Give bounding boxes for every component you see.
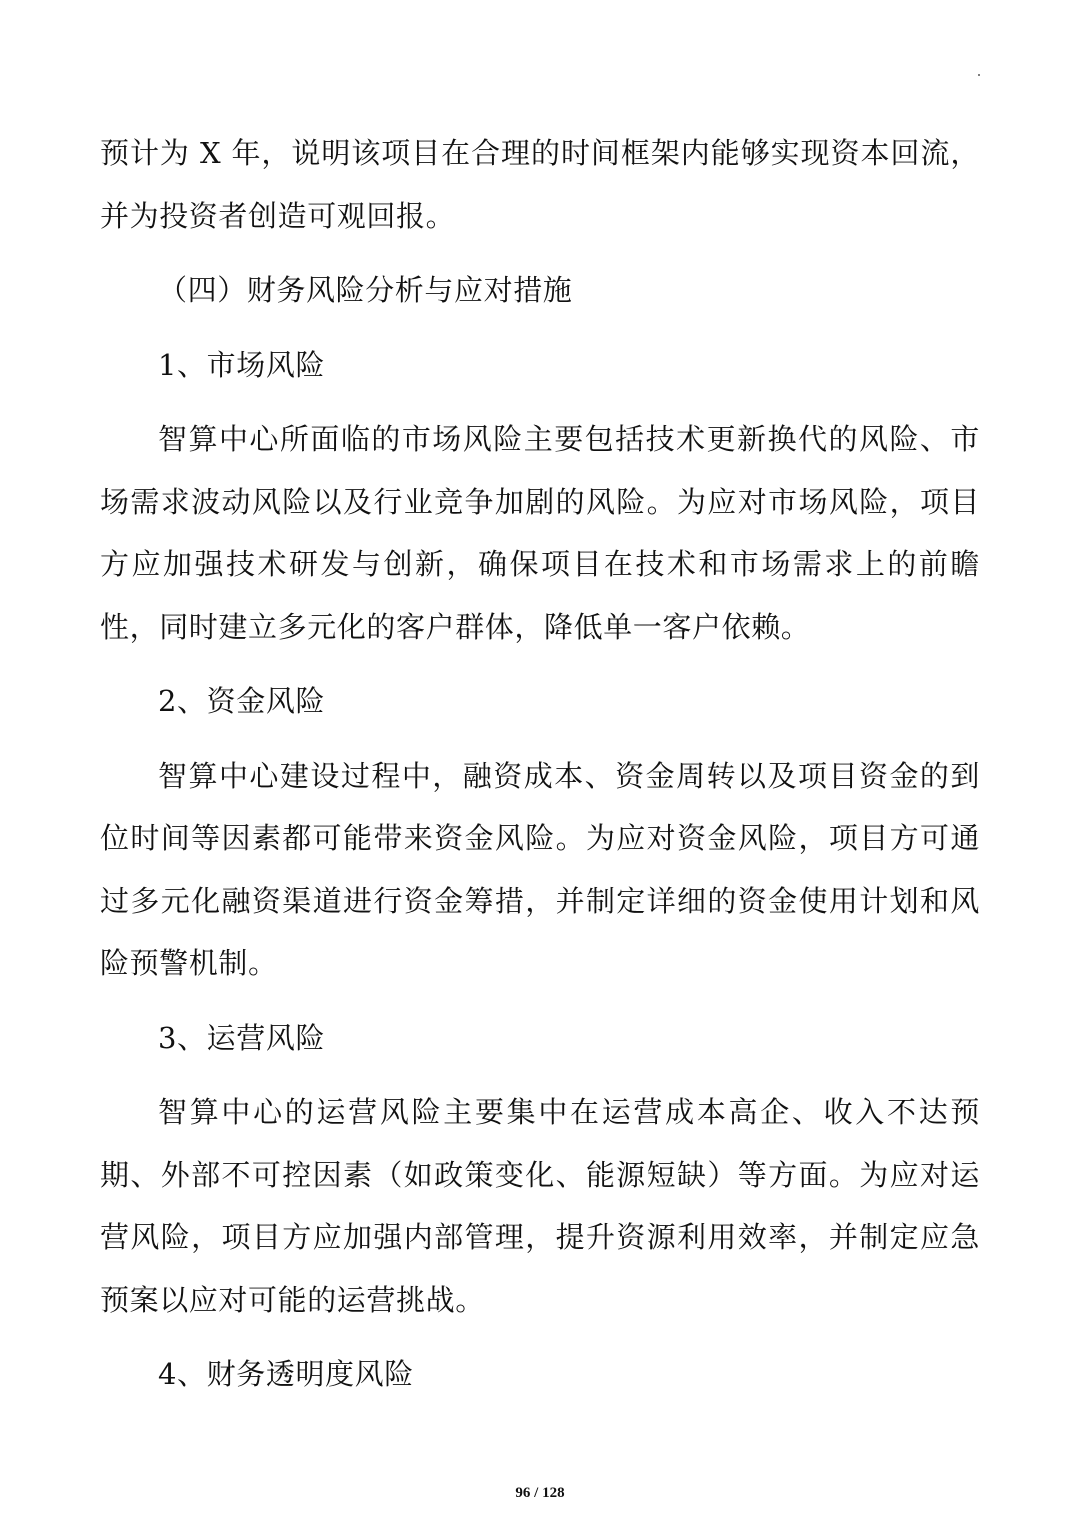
subsection-heading-transparency-risk: 4、财务透明度风险: [158, 1357, 414, 1391]
paragraph-operation-risk: 智算中心的运营风险主要集中在运营成本高企、收入不达预期、外部不可控因素（如政策变化、能源短缺）等方面。为应对运营风险，项目方应加强内部管理，提升资源利用效率，并制定应急预案以应对可能的运营挑战。: [100, 1095, 980, 1317]
subsection-heading-operation-risk: 3、运营风险: [158, 1020, 326, 1055]
document-body: [100, 122, 980, 1406]
spacer: [100, 396, 980, 408]
paragraph-continuation: 预计为 X 年，说明该项目在合理的时间框架内能够实现资本回流，并为投资者创造可观回报。: [100, 136, 980, 233]
page-number: 96 / 128: [515, 1485, 565, 1501]
spacer: [100, 995, 980, 1007]
corner-dot: [978, 74, 980, 76]
paragraph-market-risk: 智算中心所面临的市场风险主要包括技术更新换代的风险、市场需求波动风险以及行业竞争加剧的风险。为应对市场风险，项目方应加强技术研发与创新，确保项目在技术和市场需求上的前瞻性，同时建立多元化的客户群体，降低单一客户依赖。: [100, 422, 980, 644]
spacer: [100, 658, 980, 670]
spacer: [100, 322, 980, 334]
subsection-heading-funding-risk: 2、资金风险: [158, 684, 326, 718]
spacer: [100, 247, 980, 259]
spacer: [100, 733, 980, 745]
subsection-heading-market-risk: 1、市场风险: [158, 347, 326, 382]
section-heading: （四）财务风险分析与应对措施: [158, 273, 573, 307]
spacer: [100, 1069, 980, 1081]
spacer: [100, 1331, 980, 1343]
paragraph-funding-risk: 智算中心建设过程中，融资成本、资金周转以及项目资金的到位时间等因素都可能带来资金风险。为应对资金风险，项目方可通过多元化融资渠道进行资金筹措，并制定详细的资金使用计划和风险预警机制。: [100, 758, 980, 980]
